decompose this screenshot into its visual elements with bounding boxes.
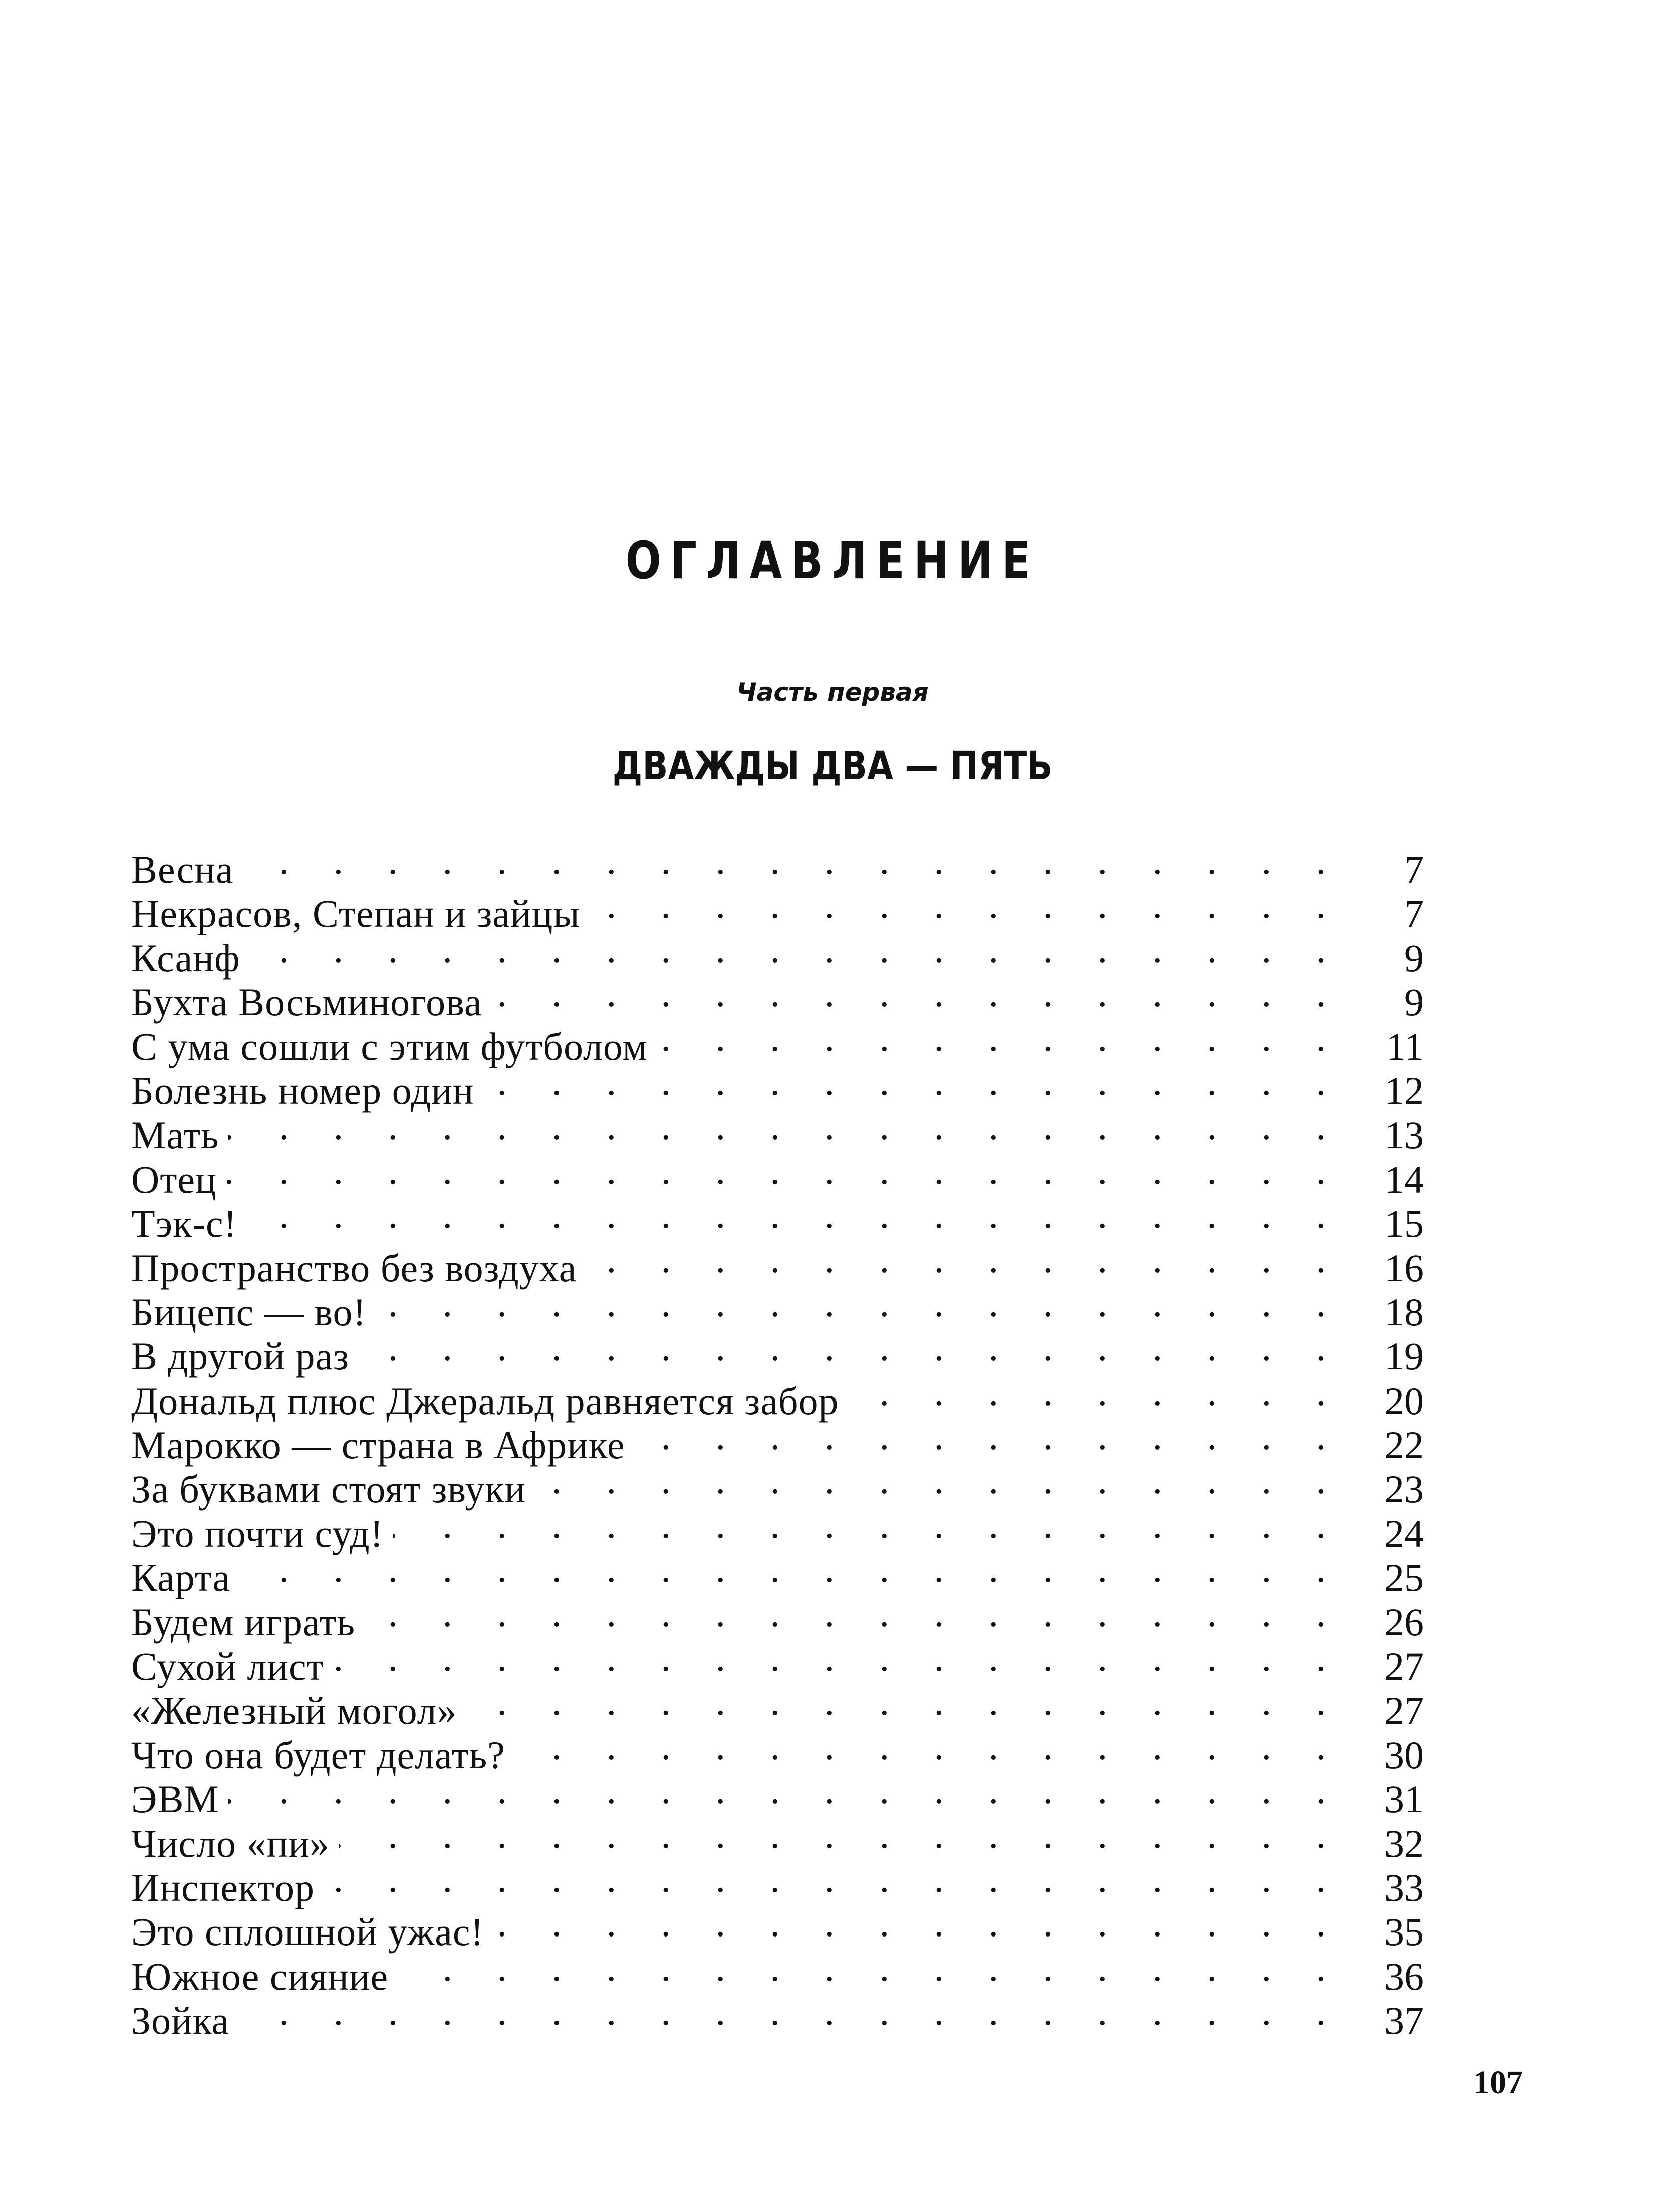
toc-entry-page: 7 <box>1343 848 1424 892</box>
toc-entry-page: 15 <box>1343 1202 1424 1246</box>
dot-leader <box>514 1724 1343 1768</box>
toc-entry-title: Будем играть <box>131 1600 364 1644</box>
toc-entry-page: 14 <box>1343 1158 1424 1202</box>
toc-entry <box>131 839 1424 891</box>
toc-entry-page: 35 <box>1343 1910 1424 1954</box>
toc-entry-title: Зойка <box>131 1999 238 2043</box>
toc-entry <box>131 883 1424 936</box>
toc-entry-title: В другой раз <box>131 1334 358 1378</box>
toc-entry-title: Пространство без воздуха <box>131 1246 586 1290</box>
dot-leader <box>246 1193 1343 1237</box>
toc-entry-title: ЭВМ <box>131 1777 228 1821</box>
toc-entry-title: Это почти суд! <box>131 1512 393 1556</box>
contents-heading: ОГЛАВЛЕНИЕ <box>625 531 1040 591</box>
toc-entry-page: 16 <box>1343 1246 1424 1290</box>
part-label: Часть первая <box>736 678 929 707</box>
toc-entry-page: 30 <box>1343 1733 1424 1777</box>
dot-leader <box>493 1901 1343 1945</box>
toc-entry-title: Число «пи» <box>131 1822 339 1866</box>
toc-entry-page: 7 <box>1343 892 1424 936</box>
dot-leader <box>397 1946 1343 1990</box>
toc-entry-title: С ума сошли с этим футболом <box>131 1025 657 1069</box>
dot-leader <box>333 1635 1343 1680</box>
toc-entry <box>131 1149 1424 1201</box>
toc-entry-title: Тэк-с! <box>131 1202 246 1246</box>
dot-leader <box>657 1016 1343 1060</box>
toc-entry-page: 31 <box>1343 1777 1424 1821</box>
toc-entry-title: Весна <box>131 848 243 892</box>
toc-entry-title: Карта <box>131 1556 239 1600</box>
toc-entry-title: Это сплошной ужас! <box>131 1910 493 1954</box>
toc-entry-page: 26 <box>1343 1600 1424 1644</box>
dot-leader <box>586 1237 1343 1281</box>
toc-entry-title: Дональд плюс Джеральд равняется забор <box>131 1379 848 1423</box>
page-number: 107 <box>1473 2064 1523 2101</box>
toc-entry-title: Инспектор <box>131 1866 324 1910</box>
toc-entry-page: 11 <box>1343 1025 1424 1069</box>
toc-entry-title: Ксанф <box>131 936 249 980</box>
toc-entry-page: 9 <box>1343 936 1424 980</box>
toc-entry-page: 36 <box>1343 1955 1424 1999</box>
toc-entry-page: 24 <box>1343 1512 1424 1556</box>
toc-entry-page: 13 <box>1343 1113 1424 1157</box>
toc-entry-page: 33 <box>1343 1866 1424 1910</box>
dot-leader <box>324 1857 1343 1901</box>
dot-leader <box>393 1503 1343 1547</box>
toc-entry-page: 37 <box>1343 1999 1424 2043</box>
toc-entry-page: 22 <box>1343 1423 1424 1467</box>
toc-entry-title: Марокко — страна в Африке <box>131 1423 634 1467</box>
toc-entry-title: Бухта Восьминогова <box>131 980 491 1024</box>
dot-leader <box>535 1458 1343 1502</box>
toc-entry-title: Что она будет делать? <box>131 1733 514 1777</box>
toc-entry <box>131 1901 1424 1954</box>
toc-entry <box>131 1193 1424 1246</box>
toc-entry-page: 12 <box>1343 1069 1424 1113</box>
toc-entry-title: Болезнь номер один <box>131 1069 483 1113</box>
dot-leader <box>226 1149 1343 1193</box>
toc-entry-title: Бицепс — во! <box>131 1290 376 1334</box>
toc-entry-title: За буквами стоят звуки <box>131 1467 535 1511</box>
toc-entry-title: Южное сияние <box>131 1955 397 1999</box>
dot-leader <box>589 883 1343 927</box>
dot-leader <box>243 839 1343 883</box>
toc-entry <box>131 971 1424 1024</box>
toc-entry-title: Отец <box>131 1158 226 1202</box>
toc-entry <box>131 1237 1424 1290</box>
toc-entry-page: 25 <box>1343 1556 1424 1600</box>
dot-leader <box>364 1591 1343 1635</box>
dot-leader <box>466 1680 1343 1724</box>
toc-entry-page: 27 <box>1343 1644 1424 1689</box>
toc-entry-page: 23 <box>1343 1467 1424 1511</box>
toc-entry-page: 20 <box>1343 1379 1424 1423</box>
toc-entry-title: Мать <box>131 1113 228 1157</box>
part-title: ДВАЖДЫ ДВА — ПЯТЬ <box>612 744 1053 789</box>
toc-entry-title: Сухой лист <box>131 1644 333 1689</box>
toc-entry-title: «Железный могол» <box>131 1689 466 1733</box>
toc-entry <box>131 1591 1424 1644</box>
dot-leader <box>848 1370 1343 1414</box>
toc-entry <box>131 1813 1424 1865</box>
toc-entry-page: 32 <box>1343 1822 1424 1866</box>
toc-entry-page: 27 <box>1343 1689 1424 1733</box>
toc-entry-page: 18 <box>1343 1290 1424 1334</box>
toc-entry-page: 19 <box>1343 1334 1424 1378</box>
table-of-contents <box>131 839 1424 2043</box>
dot-leader <box>491 971 1343 1015</box>
toc-entry-page: 9 <box>1343 980 1424 1024</box>
dot-leader <box>239 1547 1343 1591</box>
dot-leader <box>339 1813 1343 1857</box>
dot-leader <box>238 1990 1343 2034</box>
toc-entry-title: Некрасов, Степан и зайцы <box>131 892 589 936</box>
dot-leader <box>358 1325 1343 1369</box>
